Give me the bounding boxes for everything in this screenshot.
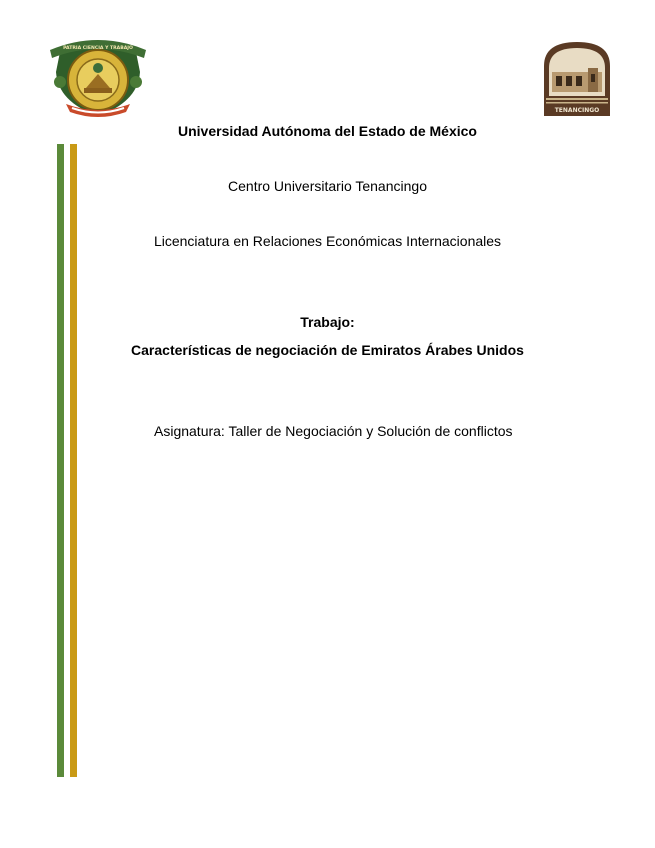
centro-universitario-tenancingo-logo	[540, 36, 614, 118]
uaemex-coat-of-arms-logo	[46, 32, 150, 120]
logo-right-text: TENANCINGO	[554, 107, 600, 114]
logo-left-text: PATRIA CIENCIA Y TRABAJO	[63, 46, 133, 51]
work-title: Características de negociación de Emiratos Árabes Unidos	[131, 342, 524, 358]
degree-name: Licenciatura en Relaciones Económicas Internacionales	[153, 233, 502, 249]
university-name: Universidad Autónoma del Estado de México	[178, 123, 477, 139]
center-name: Centro Universitario Tenancingo	[228, 178, 427, 194]
work-label: Trabajo:	[300, 314, 355, 330]
subject-line: Asignatura: Taller de Negociación y Solución de conflictos	[154, 423, 513, 439]
